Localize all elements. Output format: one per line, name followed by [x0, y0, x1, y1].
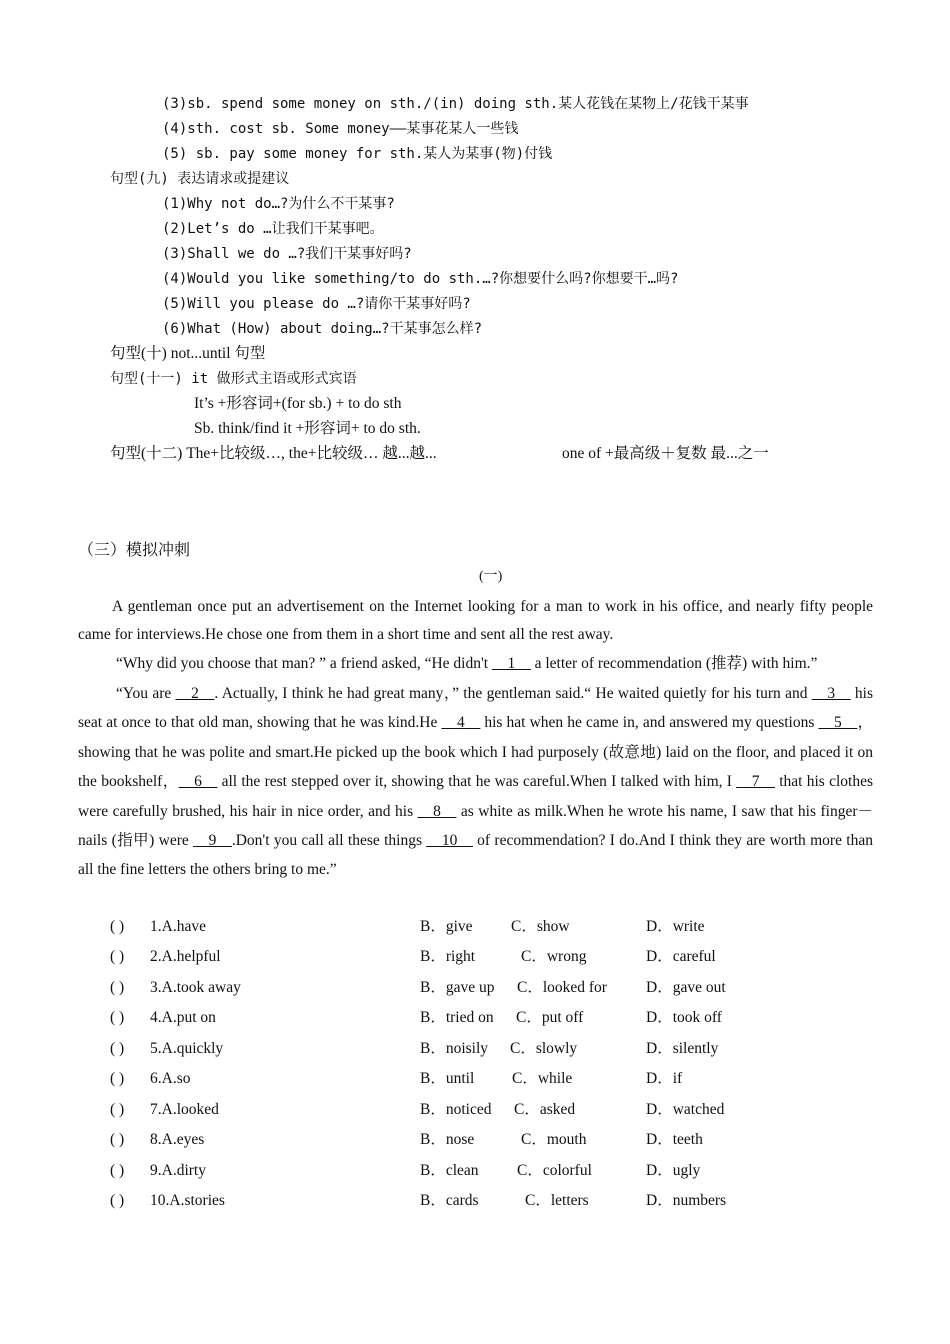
blank-7: __7__ — [736, 773, 775, 791]
answer-paren[interactable]: ( ) — [110, 1162, 125, 1179]
option-a: 7.A.looked — [150, 1101, 219, 1118]
option-d: D．took off — [646, 1009, 722, 1026]
option-b: B．until — [420, 1070, 475, 1087]
option-b: B．clean — [420, 1162, 479, 1179]
answer-paren[interactable]: ( ) — [110, 948, 125, 965]
passage-text: ， showing that he was polite and smart.He picked up the book which I had purposely (故意地) laid on the floor, and placed it on the bookshelf， — [78, 714, 873, 791]
blank-8: __8__ — [417, 802, 457, 820]
blank-6: __6__ — [178, 773, 218, 791]
pattern-item: (3)sb. spend some money on sth./(in) doing sth.某人花钱在某物上/花钱干某事 — [162, 96, 749, 112]
pattern9-item: (5)Will you please do …?请你干某事好吗? — [162, 296, 471, 312]
blank-5: __5__ — [818, 714, 858, 732]
part-label: (一) — [479, 569, 503, 584]
option-d: D．write — [646, 918, 705, 935]
option-b: B．tried on — [420, 1009, 494, 1026]
passage-text: all the rest stepped over it, showing that he was careful.When I talked with him, I — [217, 773, 737, 791]
pattern9-item: (6)What (How) about doing…?干某事怎么样? — [162, 321, 483, 337]
option-c: C．put off — [516, 1009, 584, 1026]
pattern11-line: Sb. think/find it +形容词+ to do sth. — [194, 420, 421, 437]
answer-paren[interactable]: ( ) — [110, 1101, 125, 1118]
answer-paren[interactable]: ( ) — [110, 979, 125, 996]
option-b: B．noisily — [420, 1040, 489, 1057]
option-a: 6.A.so — [150, 1070, 191, 1087]
option-b: B．give — [420, 918, 473, 935]
passage-text: .Don't you call all these things — [231, 832, 427, 850]
blank-4: __4__ — [441, 714, 481, 732]
pattern11-line: It’s +形容词+(for sb.) + to do sth — [194, 395, 402, 412]
blank-3: __3__ — [811, 685, 851, 702]
passage-text: that his clothes were carefully brushed, his hair in nice order, and his — [78, 773, 873, 820]
option-a: 1.A.have — [150, 918, 206, 935]
option-b: B．gave up — [420, 979, 495, 996]
passage-paragraph-3 — [78, 679, 873, 885]
option-d: D．teeth — [646, 1131, 703, 1148]
option-c: C．show — [511, 918, 570, 935]
pattern12-left: 句型(十二) The+比较级…, the+比较级… 越...越... — [110, 445, 437, 462]
answer-paren[interactable]: ( ) — [110, 1070, 125, 1087]
option-d: D．numbers — [646, 1192, 727, 1209]
option-a: 5.A.quickly — [150, 1040, 224, 1057]
option-b: B．right — [420, 948, 476, 965]
answer-paren[interactable]: ( ) — [110, 1040, 125, 1057]
passage — [78, 593, 873, 885]
option-c: C．colorful — [517, 1162, 592, 1179]
option-a: 8.A.eyes — [150, 1131, 205, 1148]
passage-text: “You are — [116, 685, 176, 702]
pattern9-item: (3)Shall we do …?我们干某事好吗? — [162, 246, 412, 262]
passage-paragraph-1: A gentleman once put an advertisement on the Internet looking for a man to work in his office, and nearly fifty people came for interviews.He chose one from them in a short time and sent all the rest away. — [78, 598, 873, 643]
pattern9-item: (1)Why not do…?为什么不干某事? — [162, 196, 395, 212]
pattern9-title: 句型(九) 表达请求或提建议 — [110, 171, 290, 187]
passage-text: “Why did you choose that man? ” a friend asked, “He didn't — [116, 655, 492, 672]
passage-text: of recommendation? I do.And I think they are worth more than all the fine letters the others bring to me.” — [78, 832, 873, 879]
answer-paren[interactable]: ( ) — [110, 1192, 125, 1209]
option-c: C．slowly — [510, 1040, 578, 1057]
passage-text: his hat when he came in, and answered my questions — [480, 714, 819, 732]
option-d: D．gave out — [646, 979, 726, 996]
option-c: C．while — [512, 1070, 573, 1087]
pattern9-item: (2)Let’s do …让我们干某事吧。 — [162, 221, 384, 237]
option-c: C．wrong — [521, 948, 587, 965]
pattern11-title: 句型(十一) it 做形式主语或形式宾语 — [110, 371, 357, 387]
option-a: 2.A.helpful — [150, 948, 221, 965]
pattern10: 句型(十) not...until 句型 — [110, 345, 266, 362]
pattern-item: (5) sb. pay some money for sth.某人为某事(物)付钱 — [162, 146, 553, 162]
blank-1: __1__ — [491, 655, 531, 672]
blank-10: __10__ — [426, 832, 473, 850]
answer-paren[interactable]: ( ) — [110, 1009, 125, 1026]
option-d: D．watched — [646, 1101, 725, 1118]
answer-paren[interactable]: ( ) — [110, 1131, 125, 1148]
option-d: D．if — [646, 1070, 683, 1087]
passage-text: . Actually, I think he had great many，” the gentleman said.“ He waited quietly for his turn and — [214, 685, 812, 702]
option-d: D．silently — [646, 1040, 719, 1057]
passage-paragraph-2 — [78, 649, 873, 679]
option-a: 9.A.dirty — [150, 1162, 206, 1179]
option-a: 3.A.took away — [150, 979, 241, 996]
option-b: B．nose — [420, 1131, 475, 1148]
passage-text: his seat at once to that old man, showing that he was kind.He — [78, 685, 873, 732]
option-b: B．noticed — [420, 1101, 492, 1118]
option-d: D．ugly — [646, 1162, 701, 1179]
option-a: 10.A.stories — [150, 1192, 225, 1209]
section-title: （三）模拟冲刺 — [78, 540, 191, 559]
option-c: C．asked — [514, 1101, 576, 1118]
pattern-item: (4)sth. cost sb. Some money——某事花某人一些钱 — [162, 121, 519, 137]
option-c: C．looked for — [517, 979, 607, 996]
option-a: 4.A.put on — [150, 1009, 216, 1026]
pattern9-item: (4)Would you like something/to do sth.…?你想要什么吗?你想要干…吗? — [162, 271, 679, 287]
passage-text: as white as milk.When he wrote his name, I saw that his finger－nails (指甲) were — [78, 802, 873, 850]
passage-text: a letter of recommendation (推荐) with him.” — [530, 655, 818, 672]
answer-paren[interactable]: ( ) — [110, 918, 125, 935]
option-d: D．careful — [646, 948, 716, 965]
blank-9: __9__ — [193, 832, 232, 850]
option-b: B．cards — [420, 1192, 479, 1209]
blank-2: __2__ — [175, 685, 215, 702]
pattern12-right: one of +最高级＋复数 最...之一 — [562, 445, 769, 462]
option-c: C．mouth — [521, 1131, 587, 1148]
option-c: C．letters — [525, 1192, 589, 1209]
